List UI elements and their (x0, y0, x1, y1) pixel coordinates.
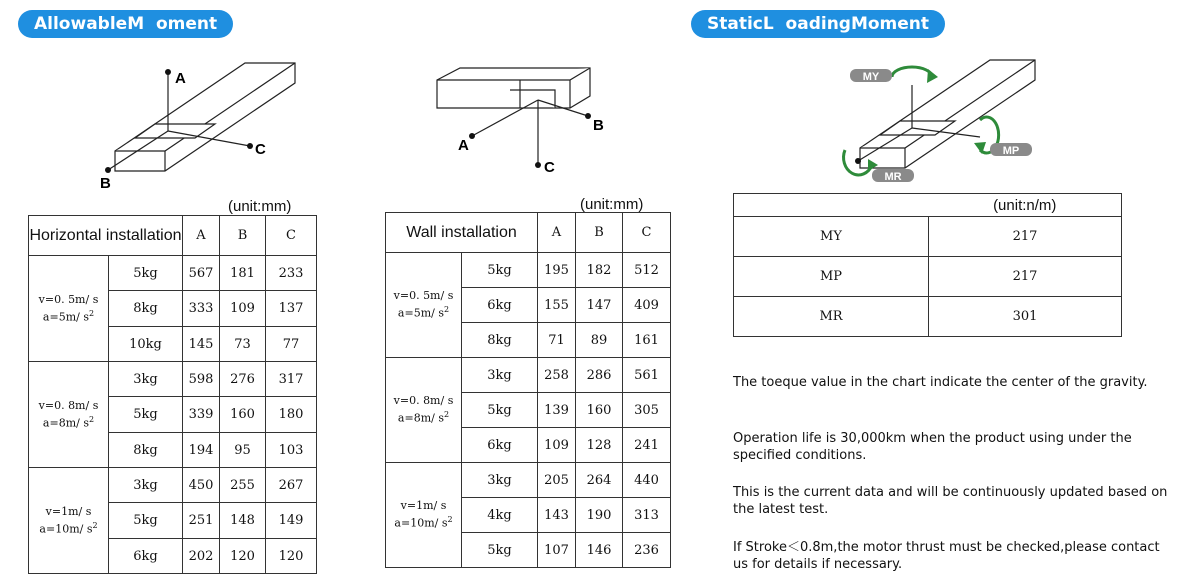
acceleration-label: a=5m/ $s^2$ (42, 308, 95, 324)
table-row (386, 358, 671, 393)
load-cell: 5kg (462, 253, 538, 288)
value-cell: 109 (220, 291, 266, 327)
moment-label-cell: MR (734, 297, 929, 337)
value-cell: 73 (220, 327, 266, 362)
col-b-header: B (576, 213, 623, 253)
load-cell: 3kg (462, 358, 538, 393)
value-cell: 264 (576, 463, 623, 498)
load-cell: 3kg (109, 362, 183, 397)
axis-a-label: A (458, 137, 469, 154)
value-cell: 89 (576, 323, 623, 358)
value-cell: 95 (220, 433, 266, 468)
velocity-label: v=0. 5m/ s (393, 289, 454, 303)
static-loading-moment-heading: StaticL oadingMoment (691, 10, 945, 38)
value-cell: 258 (538, 358, 576, 393)
moment-unit-label: (unit:n/m) (929, 194, 1122, 217)
value-cell: 143 (538, 498, 576, 533)
col-a-header: A (183, 216, 220, 256)
value-cell: 182 (576, 253, 623, 288)
value-cell: 305 (623, 393, 671, 428)
my-badge-label: MY (862, 71, 880, 83)
value-cell: 128 (576, 428, 623, 463)
axis-c-label: C (255, 141, 266, 158)
load-cell: 5kg (109, 503, 183, 539)
note-current-data: This is the current data and will be continuously updated based on the latest test. (733, 485, 1168, 517)
load-cell: 3kg (462, 463, 538, 498)
acceleration-value: a=10m/ s (394, 516, 448, 530)
velocity-label: v=1m/ s (45, 504, 92, 518)
acceleration-label: a=10m/ $s^2$ (39, 520, 98, 536)
horizontal-installation-header: Horizontal installation (29, 216, 183, 256)
table-row (386, 463, 671, 498)
velocity-label: v=0. 8m/ s (38, 398, 99, 412)
value-cell: 195 (538, 253, 576, 288)
load-cell: 8kg (109, 433, 183, 468)
moment-label-cell: MY (734, 217, 929, 257)
table-row (29, 256, 317, 291)
value-cell: 120 (220, 539, 266, 574)
table-header-row (29, 216, 317, 256)
value-cell: 241 (623, 428, 671, 463)
value-cell: 440 (623, 463, 671, 498)
value-cell: 103 (266, 433, 317, 468)
velocity-label: v=1m/ s (400, 499, 447, 513)
table-row (734, 297, 1122, 337)
value-cell: 181 (220, 256, 266, 291)
value-cell: 313 (623, 498, 671, 533)
value-cell: 194 (183, 433, 220, 468)
acceleration-label: a=5m/ $s^2$ (397, 305, 450, 320)
table-row (734, 217, 1122, 257)
value-cell: 190 (576, 498, 623, 533)
horizontal-installation-diagram (95, 58, 325, 193)
load-cell: 8kg (109, 291, 183, 327)
value-cell: 333 (183, 291, 220, 327)
acceleration-label: a=8m/ $s^2$ (397, 410, 450, 425)
note-center-of-gravity: The toeque value in the chart indicate the center of the gravity. (733, 375, 1148, 390)
table-row (386, 253, 671, 288)
moment-label-cell: MP (734, 257, 929, 297)
load-cell: 6kg (462, 428, 538, 463)
axis-c-label: C (544, 159, 555, 176)
allowable-moment-heading: AllowableM oment (18, 10, 233, 38)
value-cell: 255 (220, 468, 266, 503)
value-cell: 160 (220, 397, 266, 433)
value-cell: 251 (183, 503, 220, 539)
value-cell: 276 (220, 362, 266, 397)
table-row (734, 257, 1122, 297)
speed-accel-condition (29, 468, 109, 574)
load-cell: 3kg (109, 468, 183, 503)
value-cell: 120 (266, 539, 317, 574)
value-cell: 409 (623, 288, 671, 323)
value-cell: 512 (623, 253, 671, 288)
velocity-label: v=0. 5m/ s (38, 292, 99, 306)
load-cell: 6kg (462, 288, 538, 323)
speed-accel-condition (29, 362, 109, 468)
moment-value-cell: 217 (929, 257, 1122, 297)
acceleration-value: a=5m/ s (42, 310, 89, 324)
table-header-row (734, 194, 1122, 217)
col-c-header: C (623, 213, 671, 253)
axis-b-label: B (593, 117, 604, 134)
speed-accel-condition (386, 253, 462, 358)
value-cell: 77 (266, 327, 317, 362)
acceleration-value: a=8m/ s (397, 411, 444, 425)
acceleration-value: a=10m/ s (39, 522, 93, 536)
moment-table (733, 193, 1122, 337)
wall-installation-table (385, 212, 671, 568)
value-cell: 146 (576, 533, 623, 568)
acceleration-value: a=5m/ s (397, 306, 444, 320)
value-cell: 339 (183, 397, 220, 433)
load-cell: 5kg (109, 256, 183, 291)
value-cell: 149 (266, 503, 317, 539)
value-cell: 567 (183, 256, 220, 291)
note-stroke-thrust: If Stroke＜0.8m,the motor thrust must be checked,please contact us for details if necessary. (733, 540, 1160, 572)
speed-accel-condition (386, 463, 462, 568)
value-cell: 317 (266, 362, 317, 397)
value-cell: 233 (266, 256, 317, 291)
value-cell: 155 (538, 288, 576, 323)
col-c-header: C (266, 216, 317, 256)
axis-a-label: A (175, 70, 186, 87)
velocity-label: v=0. 8m/ s (393, 394, 454, 408)
load-cell: 10kg (109, 327, 183, 362)
horizontal-unit-label: (unit:mm) (228, 198, 292, 215)
static-moment-diagram (830, 55, 1050, 185)
value-cell: 286 (576, 358, 623, 393)
value-cell: 205 (538, 463, 576, 498)
table-header-row (386, 213, 671, 253)
value-cell: 236 (623, 533, 671, 568)
value-cell: 137 (266, 291, 317, 327)
col-a-header: A (538, 213, 576, 253)
value-cell: 598 (183, 362, 220, 397)
value-cell: 139 (538, 393, 576, 428)
value-cell: 147 (576, 288, 623, 323)
load-cell: 8kg (462, 323, 538, 358)
value-cell: 148 (220, 503, 266, 539)
horizontal-installation-table (28, 215, 317, 574)
note-operation-life: Operation life is 30,000km when the product using under the specified conditions. (733, 431, 1132, 463)
table-row (29, 468, 317, 503)
value-cell: 145 (183, 327, 220, 362)
moment-value-cell: 301 (929, 297, 1122, 337)
acceleration-value: a=8m/ s (42, 416, 89, 430)
acceleration-label: a=10m/ $s^2$ (394, 515, 453, 530)
speed-accel-condition (386, 358, 462, 463)
value-cell: 107 (538, 533, 576, 568)
wall-installation-header: Wall installation (386, 213, 538, 253)
speed-accel-condition (29, 256, 109, 362)
wall-unit-label: (unit:mm) (580, 196, 644, 213)
wall-installation-diagram (425, 62, 615, 180)
value-cell: 561 (623, 358, 671, 393)
table-row (29, 362, 317, 397)
mp-badge-label: MP (1002, 145, 1020, 157)
value-cell: 109 (538, 428, 576, 463)
axis-b-label: B (100, 175, 111, 192)
load-cell: 4kg (462, 498, 538, 533)
mr-badge-label: MR (884, 171, 902, 183)
load-cell: 5kg (462, 393, 538, 428)
acceleration-label: a=8m/ $s^2$ (42, 414, 95, 430)
value-cell: 450 (183, 468, 220, 503)
value-cell: 267 (266, 468, 317, 503)
value-cell: 160 (576, 393, 623, 428)
moment-value-cell: 217 (929, 217, 1122, 257)
load-cell: 5kg (109, 397, 183, 433)
load-cell: 6kg (109, 539, 183, 574)
value-cell: 161 (623, 323, 671, 358)
col-b-header: B (220, 216, 266, 256)
load-cell: 5kg (462, 533, 538, 568)
value-cell: 202 (183, 539, 220, 574)
value-cell: 180 (266, 397, 317, 433)
value-cell: 71 (538, 323, 576, 358)
